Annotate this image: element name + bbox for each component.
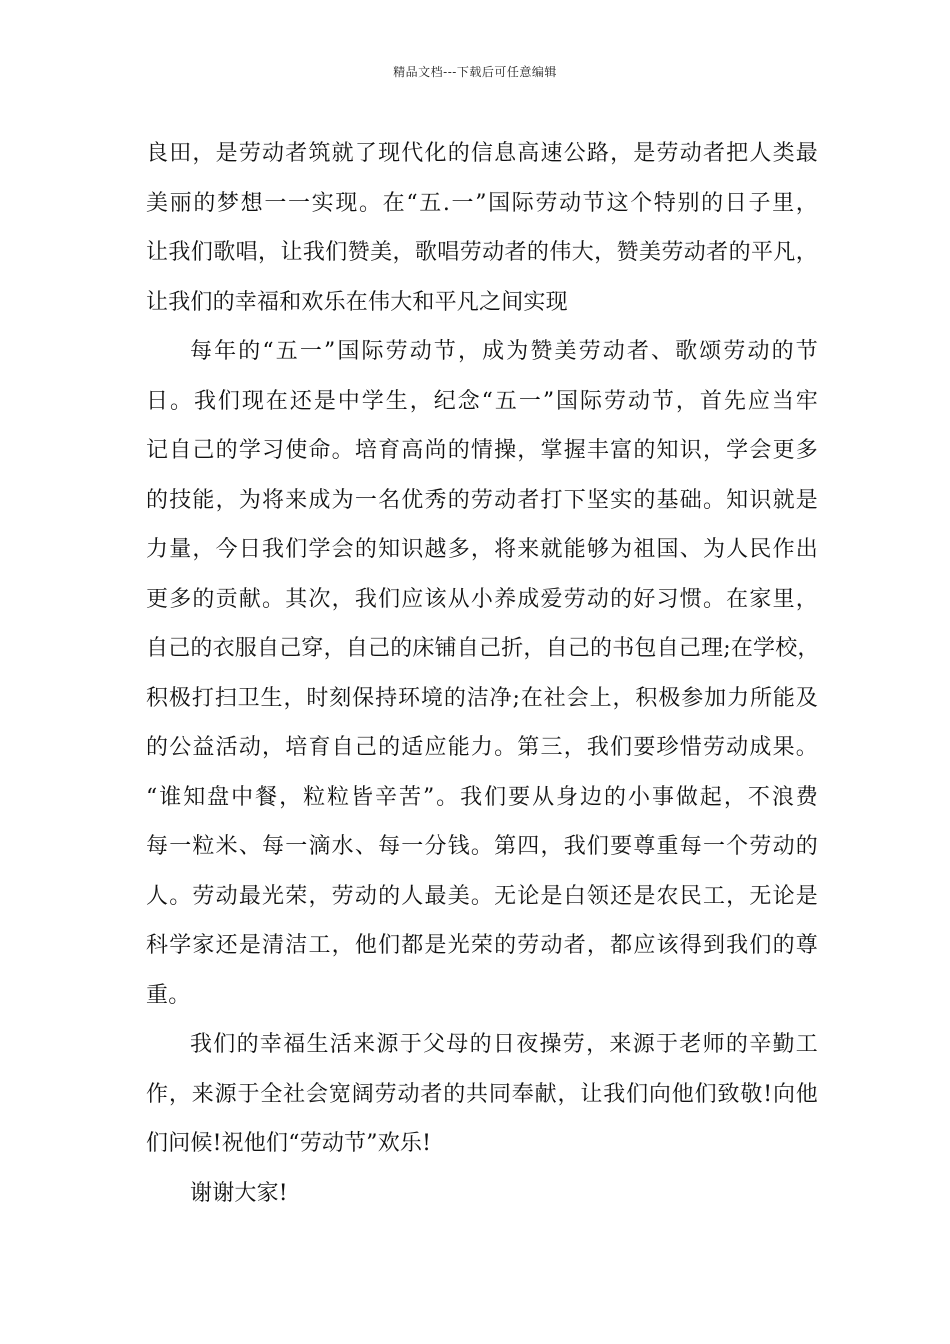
paragraph-first-line: 每年的“五一”国际劳动节，成为赞美劳动者、歌颂劳动的节 (190, 339, 818, 364)
text-line: 记自己的学习使命。培育高尚的情操，掌握丰富的知识，学会更多 (146, 438, 818, 463)
text-line: 重。 (146, 982, 191, 1008)
text-line: 让我们歌唱，让我们赞美，歌唱劳动者的伟大，赞美劳动者的平凡， (146, 240, 818, 265)
text-line: 良田，是劳动者筑就了现代化的信息高速公路，是劳动者把人类最 (146, 141, 818, 166)
document-body (146, 129, 818, 1218)
text-line: 的公益活动，培育自己的适应能力。第三，我们要珍惜劳动成果。 (146, 735, 818, 760)
text-line: 日。我们现在还是中学生，纪念“五一”国际劳动节，首先应当牢 (146, 388, 818, 414)
text-line: 美丽的梦想一一实现。在“五.一”国际劳动节这个特别的日子里， (146, 190, 818, 216)
text-line: 每一粒米、每一滴水、每一分钱。第四，我们要尊重每一个劳动的 (146, 834, 818, 859)
text-line: 的技能，为将来成为一名优秀的劳动者打下坚实的基础。知识就是 (146, 487, 818, 513)
text-line: 科学家还是清洁工，他们都是光荣的劳动者，都应该得到我们的尊 (146, 933, 818, 958)
text-line: 作，来源于全社会宽阔劳动者的共同奉献，让我们向他们致敬!向他 (146, 1081, 818, 1107)
text-line: 更多的贡献。其次，我们应该从小养成爱劳动的好习惯。在家里， (146, 586, 818, 612)
text-line: 让我们的幸福和欢乐在伟大和平凡之间实现 (146, 289, 568, 315)
page-header: 精品文档---下载后可任意编辑 (393, 65, 557, 79)
text-line: 自己的衣服自己穿，自己的床铺自己折，自己的书包自己理;在学校， (146, 636, 820, 661)
text-line: 积极打扫卫生，时刻保持环境的洁净;在社会上，积极参加力所能及 (146, 685, 818, 711)
text-line: 们问候!祝他们“劳动节”欢乐! (146, 1131, 432, 1156)
text-line: “谁知盘中餐，粒粒皆辛苦”。我们要从身边的小事做起，不浪费 (146, 784, 818, 810)
closing-line: 谢谢大家! (190, 1180, 288, 1206)
text-line: 力量，今日我们学会的知识越多，将来就能够为祖国、为人民作出 (146, 537, 818, 562)
paragraph-first-line: 我们的幸福生活来源于父母的日夜操劳，来源于老师的辛勤工 (190, 1032, 818, 1057)
text-line: 人。劳动最光荣，劳动的人最美。无论是白领还是农民工，无论是 (146, 883, 818, 909)
